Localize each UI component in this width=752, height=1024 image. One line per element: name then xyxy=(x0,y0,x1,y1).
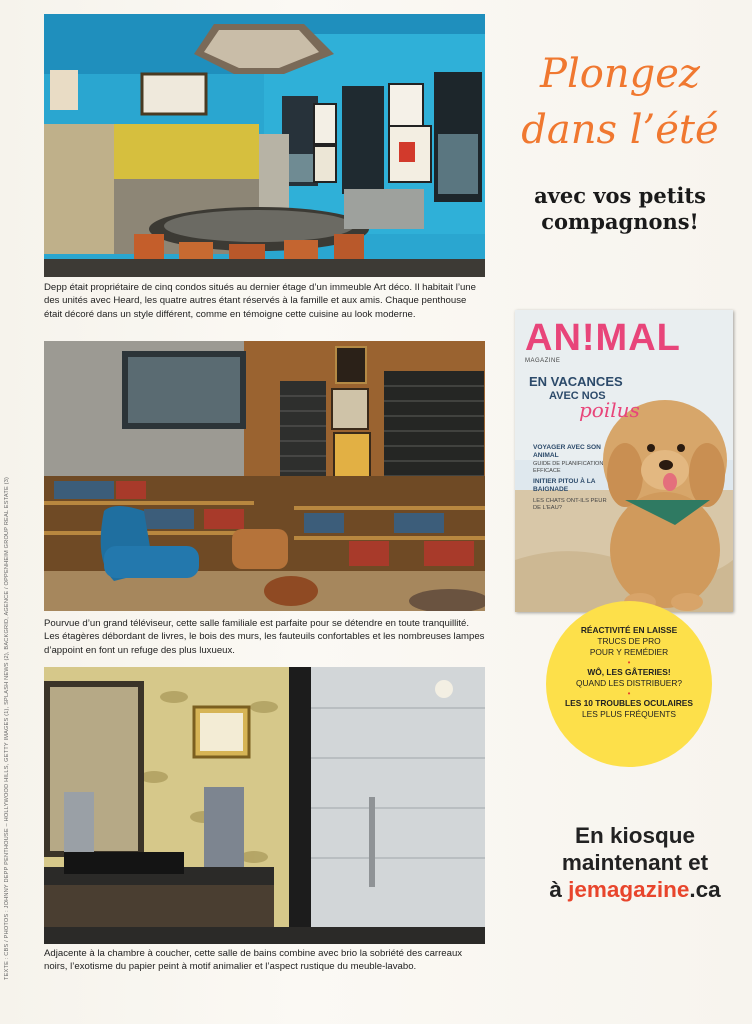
bubble-line-2a: WÔ, LES GÂTERIES! xyxy=(587,667,671,677)
ad-headline-line1: Plongez xyxy=(540,51,700,97)
kitchen-illustration xyxy=(44,14,485,277)
cover-headline-1: EN VACANCES xyxy=(529,374,623,389)
cover-item-1: VOYAGER AVEC SON ANIMAL GUIDE DE PLANIFICATION EFFICACE xyxy=(533,444,604,474)
bubble-bullet-1: • xyxy=(627,658,631,667)
living-room-illustration xyxy=(44,341,485,611)
bathroom-illustration xyxy=(44,667,485,944)
bubble-line-3b: LES PLUS FRÉQUENTS xyxy=(581,709,676,719)
ad-headline-line2: dans l’été xyxy=(521,107,719,153)
bubble-line-1b: TRUCS DE PRO xyxy=(597,636,661,646)
ad-tagline: avec vos petits compagnons! xyxy=(534,183,706,234)
bubble-line-2b: QUAND LES DISTRIBUER? xyxy=(575,678,683,688)
living-room-photo xyxy=(44,341,485,611)
photo-credits-text: TEXTE : CBS / PHOTOS : JOHNNY DEPP PENTHOUSE – HOLLYWOOD HILLS, GETTY IMAGES (1), SPLASH NEWS (2), BACKGRID, AGENCE / OPPENHEIM GROUP REAL ESTATE (3) xyxy=(4,476,10,980)
cover-headline-3: poilus xyxy=(579,398,640,422)
bubble-bullet-2: • xyxy=(627,689,631,698)
bubble-line-3a: LES 10 TROUBLES OCULAIRES xyxy=(565,698,693,708)
kitchen-caption: Depp était propriétaire de cinq condos situés au dernier étage d’un immeuble Art déco. Il habitait l’une des unités avec Heard, les quatre autres étant réservés à la famille et aux amis. Chaque penthouse était décoré dans un style différent, comme en témoigne cette cuisine au look moderne. xyxy=(44,282,476,320)
magazine-cover[interactable] xyxy=(515,310,733,612)
bathroom-caption: Adjacente à la chambre à coucher, cette salle de bains combine avec brio la sobriété des carreaux noirs, l’exotisme du papier peint à motif animalier et l’aspect rustique du meuble-lavabo. xyxy=(44,948,463,973)
bubble-line-1a: RÉACTIVITÉ EN LAISSE xyxy=(580,625,678,635)
cover-lines-bubble xyxy=(546,601,712,767)
bubble-line-1c: POUR Y REMÉDIER xyxy=(589,647,669,657)
kiosk-callout xyxy=(530,822,740,903)
cover-item-3: LES CHATS ONT-ILS PEUR DE L’EAU? xyxy=(533,498,607,511)
kiosk-website-link[interactable]: jemagazine.ca xyxy=(568,877,721,902)
cover-headline-2: AVEC NOS xyxy=(549,390,606,402)
photo-credits xyxy=(4,476,18,980)
cover-item-2: INITIER PITOU À LA BAIGNADE xyxy=(533,478,596,493)
kiosk-line-1: En kiosque xyxy=(574,823,696,848)
bathroom-photo xyxy=(44,667,485,944)
kiosk-line-3: à jemagazine.ca xyxy=(549,877,721,902)
living-room-caption: Pourvue d’un grand téléviseur, cette salle familiale est parfaite pour se détendre en toute tranquillité. Les étagères débordant de livres, le bois des murs, les fauteuils confortables et les nombreuses lampes d’appoint en font un refuge des plus luxueux. xyxy=(44,618,485,656)
cover-magazine-label: MAGAZINE xyxy=(525,358,561,364)
kiosk-line-2: maintenant et xyxy=(561,850,709,875)
kitchen-photo xyxy=(44,14,485,277)
cover-logo: AN!MAL xyxy=(525,317,681,359)
